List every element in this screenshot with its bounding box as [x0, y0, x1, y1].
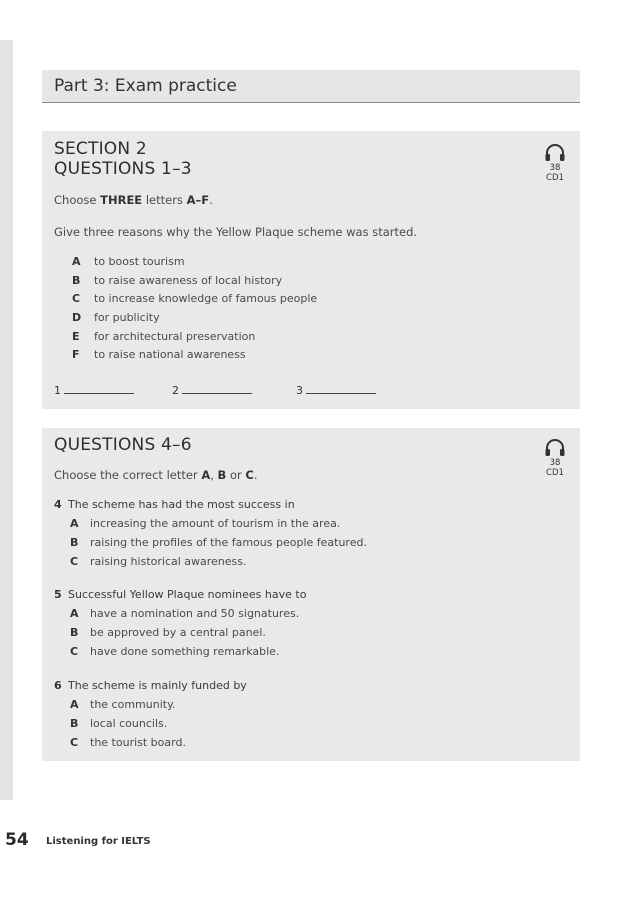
answer-blank-1[interactable]: 1: [54, 383, 134, 397]
page-title: Part 3: Exam practice: [54, 76, 237, 96]
question-4: [54, 498, 367, 574]
option-b[interactable]: B be approved by a central panel.: [70, 626, 266, 639]
answer-blank-3[interactable]: 3: [296, 383, 376, 397]
option-d: D for publicity: [72, 311, 160, 325]
question-stem: 6 The scheme is mainly funded by: [54, 679, 247, 692]
option-c: C to increase knowledge of famous people: [72, 292, 318, 306]
question-stem: 5 Successful Yellow Plaque nominees have to: [54, 588, 307, 601]
book-title: Listening for IELTS: [46, 836, 151, 847]
instruction: Choose the correct letter A, B or C.: [54, 468, 258, 482]
headphones-icon: [544, 438, 566, 458]
option-a[interactable]: A have a nomination and 50 signatures.: [70, 607, 300, 620]
page-edge-shadow: [0, 40, 13, 800]
questions-heading: QUESTIONS 1–3: [54, 159, 192, 179]
option-c[interactable]: C have done something remarkable.: [70, 645, 280, 658]
audio-cd-label: CD1: [546, 173, 564, 183]
audio-cd-label: CD1: [546, 468, 564, 478]
section-questions-4-6: [42, 428, 580, 761]
option-list: [72, 255, 317, 367]
option-c[interactable]: C raising historical awareness.: [70, 555, 247, 568]
option-c[interactable]: C the tourist board.: [70, 736, 186, 749]
headphones-icon: [544, 143, 566, 163]
option-f: F to raise national awareness: [72, 348, 246, 362]
option-b[interactable]: B local councils.: [70, 717, 168, 730]
page-number: 54: [5, 830, 29, 850]
question-5: [54, 588, 306, 664]
option-a: A to boost tourism: [72, 255, 185, 268]
section-heading: SECTION 2: [54, 139, 147, 159]
option-a[interactable]: A the community.: [70, 698, 176, 711]
instruction: Choose THREE letters A–F.: [54, 193, 213, 207]
section-questions-1-3: [42, 131, 580, 409]
audio-track-number: 38: [549, 458, 561, 468]
question-6: [54, 679, 247, 755]
option-e: E for architectural preservation: [72, 329, 256, 343]
questions-heading: QUESTIONS 4–6: [54, 435, 192, 455]
option-b[interactable]: B raising the profiles of the famous people featured.: [70, 536, 367, 549]
option-b: B to raise awareness of local history: [72, 273, 283, 287]
page-header: [42, 70, 580, 103]
question-stem: 4 The scheme has had the most success in: [54, 498, 295, 511]
audio-reference: [538, 143, 572, 183]
answer-blank-2[interactable]: 2: [172, 383, 252, 397]
audio-reference: [538, 438, 572, 478]
audio-track-number: 38: [549, 163, 561, 173]
question-prompt: Give three reasons why the Yellow Plaque scheme was started.: [54, 225, 418, 239]
option-a[interactable]: A increasing the amount of tourism in the area.: [70, 517, 341, 530]
